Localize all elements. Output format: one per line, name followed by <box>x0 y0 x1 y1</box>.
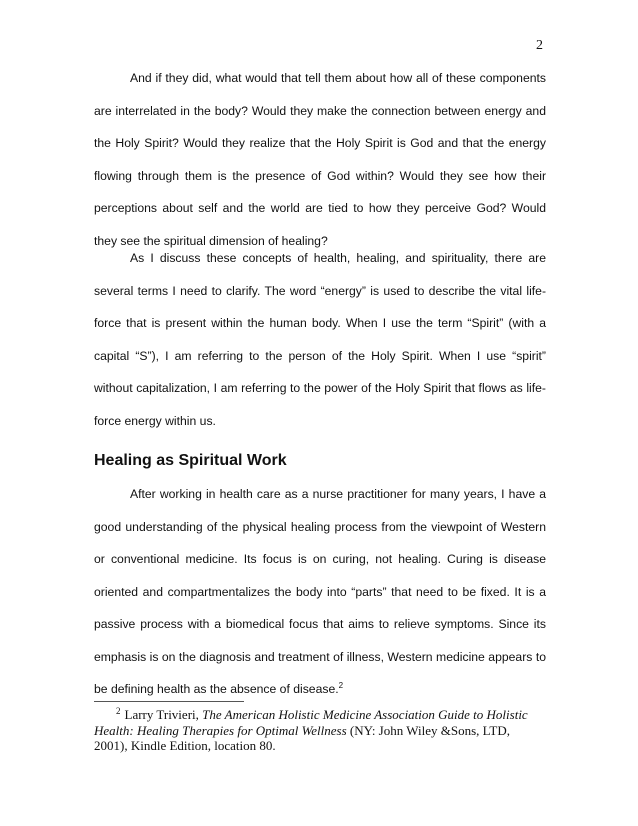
paragraph-terms: As I discuss these concepts of health, healing, and spirituality, there are several terms I need to clarify. The word “energy” is used to describe the vital life-force that is present within the human body. When I use the term “Spirit” (with a capital “S”), I am referring to the person of the Holy Spirit. When I use “spirit” without capitalization, I am referring to the power of the Holy Spirit that flows as life-force energy within us. <box>94 251 546 428</box>
footnote-author: Larry Trivieri, <box>124 707 203 722</box>
paragraph-healing-work <box>94 478 546 706</box>
paragraph-questions: And if they did, what would that tell them about how all of these components are interrelated in the body? Would they make the connection between energy and the Holy Spirit? Would they realize that the Holy Spirit is God and that the energy flowing through them is the presence of God within? Would they see how their perceptions about self and the world are tied to how they perceive God? Would they see the spiritual dimension of healing? <box>94 71 546 248</box>
footnote-mark: 2 <box>116 705 121 716</box>
section-heading: Healing as Spiritual Work <box>94 452 287 469</box>
paragraph-healing-work-text: After working in health care as a nurse practitioner for many years, I have a good understanding of the physical healing process from the viewpoint of Western or conventional medicine. Its focus is on curing, not healing. Curing is disease oriented and compartmentalizes the body into “parts” that need to be fixed. It is a passive process with a biomedical focus that aims to relieve symptoms. Since its emphasis is on the diagnosis and treatment of illness, Western medicine appears to be defining health as the absence of disease. <box>94 487 546 696</box>
footnote-reference[interactable]: 2 <box>338 680 344 690</box>
footnote-publication: (NY: John Wiley &Sons, LTD, 2001), Kindle Edition, location 80. <box>94 722 510 753</box>
footnote-title: The American Holistic Medicine Association Guide to Holistic Health: Healing Therapies for Optimal Wellness <box>94 707 528 738</box>
footnote <box>94 707 546 754</box>
page-number: 2 <box>536 38 543 53</box>
footnote-divider <box>94 701 244 702</box>
